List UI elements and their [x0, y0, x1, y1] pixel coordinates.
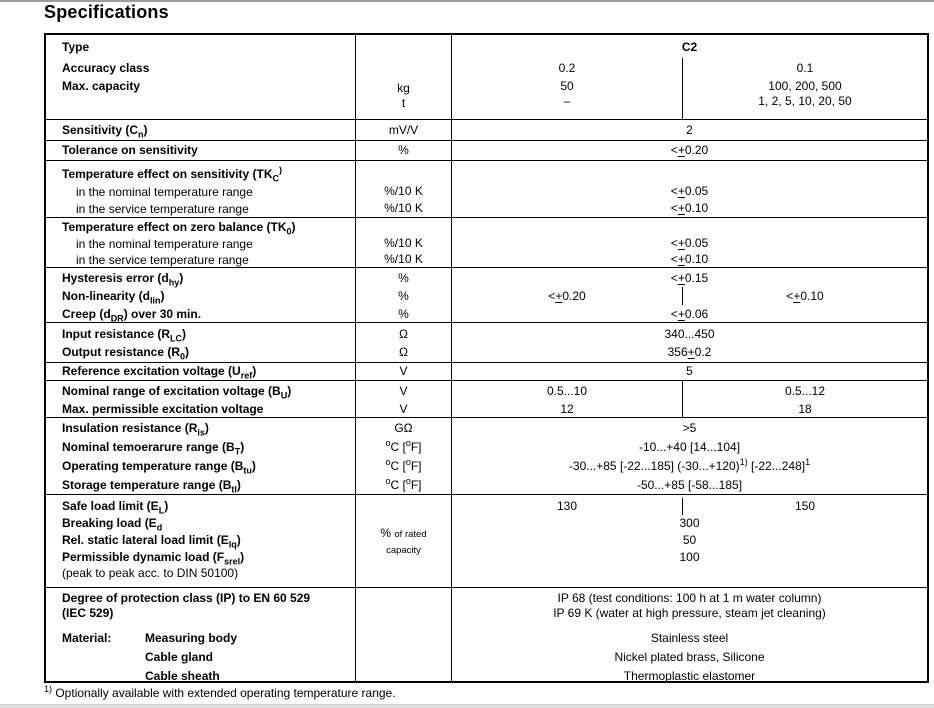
value-cable-sheath: Thermoplastic elastomer	[623, 669, 756, 683]
value-reference-excitation: 5	[686, 364, 693, 378]
value-column	[452, 268, 927, 322]
value-spacer	[452, 219, 927, 235]
value-tolerance: <+0.20	[670, 143, 709, 157]
value-spacer	[452, 164, 927, 183]
value-column	[452, 495, 927, 587]
value-accuracy-02: 0.2	[558, 61, 576, 75]
row-label-tk0: Temperature effect on zero balance $(TK_0)$	[62, 220, 296, 237]
section-tk-sensitivity	[46, 160, 927, 217]
row-label-peak-to-peak: (peak to peak acc. to DIN 50100)	[62, 566, 239, 580]
unit-v-2: V	[399, 402, 408, 416]
value-tkc-nominal: <+0.05	[670, 184, 709, 198]
section-excitation-range	[46, 380, 927, 417]
footnote: $^{1)}$ Optionally available with extended operating temperature range.	[44, 684, 396, 700]
value-column	[452, 363, 927, 380]
value-split	[452, 58, 927, 119]
row-label-dynamic-load: Permissible dynamic load $(F_{srel})$	[62, 550, 245, 567]
row-label-type: Type	[62, 40, 90, 54]
unit-t: t	[401, 96, 406, 110]
material-measuring-body: Measuring body	[145, 631, 238, 645]
row-label-tolerance: Tolerance on sensitivity	[62, 143, 198, 157]
value-column	[452, 161, 927, 217]
value-capacity-t-01: 1, 2, 5, 10, 20, 50	[758, 94, 852, 108]
row-label-nominal-range: in the nominal temperature range	[76, 185, 253, 199]
value-storage-temp: -50...+85 [-58...185]	[636, 478, 743, 492]
unit-percent-rated-2: capacity	[386, 545, 421, 556]
unit-percent-rated-1: % of rated	[380, 526, 427, 540]
row-label-breaking-load: Breaking load ($E_d$	[62, 516, 163, 533]
section-resistance	[46, 322, 927, 362]
value-nonlinearity-01: <+0.10	[682, 287, 927, 305]
row-label-nonlinearity: Non-linearity $(d_{lin})$	[62, 289, 165, 306]
row-label-operating-temp: Operating temperature range $(B_{tu})$	[62, 459, 256, 476]
value-dynamic-load: 100	[679, 550, 700, 564]
unit-degc-3: $^o$C [$^o$F]	[385, 476, 422, 492]
unit-column	[355, 268, 452, 322]
value-split	[452, 381, 927, 418]
material-word: Material:	[62, 631, 112, 645]
section-sensitivity	[46, 119, 927, 140]
label-column	[46, 588, 355, 681]
value-ip68: IP 68 (test conditions: 100 h at 1 m water column)	[557, 591, 822, 605]
value-max-excitation-01: 18	[798, 402, 812, 416]
page-title: Specifications	[44, 2, 169, 22]
unit-percent: %	[398, 143, 409, 157]
value-column	[452, 218, 927, 267]
value-ip69k: IP 69 K (water at high pressure, steam jet cleaning)	[553, 606, 826, 620]
cable-gland-label: Cable gland	[145, 650, 214, 664]
page-bottom-rule	[0, 704, 934, 708]
value-breaking-load: 300	[679, 516, 700, 530]
unit-column	[355, 588, 452, 681]
section-reference-excitation	[46, 362, 927, 380]
value-hysteresis: <+0.15	[670, 271, 709, 285]
row-label-creep: Creep $(d_{DR})$ over 30 min.	[62, 307, 202, 324]
value-sensitivity: 2	[686, 123, 693, 137]
unit-per10k-1: %/10 K	[384, 184, 423, 198]
unit-gohm: GΩ	[394, 421, 413, 435]
row-label-service-range: in the service temperature range	[76, 253, 249, 267]
section-tk-zero-balance	[46, 217, 927, 267]
value-capacity-kg-01: 100, 200, 500	[768, 79, 842, 93]
row-label-safe-load: Safe load limit $(E_L)$	[62, 499, 169, 516]
unit-percent-2: %	[398, 289, 409, 303]
material-indent	[62, 667, 145, 686]
row-label-iec: (IEC 529)	[62, 606, 114, 620]
unit-column	[355, 495, 452, 587]
specifications-table	[44, 33, 929, 683]
unit-degc-1: $^o$C [$^o$F]	[385, 438, 422, 454]
label-column	[46, 418, 355, 494]
unit-percent-3: %	[398, 307, 409, 321]
value-tkc-service: <+0.10	[670, 201, 709, 215]
row-label-service-range: in the service temperature range	[76, 202, 249, 216]
unit-column	[355, 218, 452, 267]
value-safe-load-02: 130	[556, 499, 578, 513]
label-column	[46, 495, 355, 587]
row-label-hysteresis: Hysteresis error $(d_{hy})$	[62, 271, 184, 288]
value-measuring-body: Stainless steel	[650, 631, 729, 645]
unit-per10k-2: %/10 K	[384, 201, 423, 215]
value-input-resistance: 340...450	[664, 327, 715, 341]
label-column	[46, 120, 355, 140]
unit-column	[355, 35, 452, 119]
row-label-max-excitation: Max. permissible excitation voltage	[62, 402, 264, 416]
value-accuracy-01: 0.1	[796, 61, 814, 75]
unit-percent-1: %	[398, 271, 409, 285]
value-nominal-temp: -10...+40 [14...104]	[638, 440, 741, 454]
unit-per10k-2: %/10 K	[384, 252, 423, 266]
unit-column	[355, 418, 452, 494]
section-hysteresis	[46, 267, 927, 322]
label-column	[46, 161, 355, 217]
label-column	[46, 363, 355, 380]
row-label-accuracy-class: Accuracy class	[62, 61, 150, 75]
value-tk0-service: <+0.10	[670, 252, 709, 266]
value-column	[452, 120, 927, 140]
value-cable-gland: Nickel plated brass, Silicone	[614, 650, 765, 664]
value-column	[452, 35, 927, 119]
value-nominal-excitation-02: 0.5...10	[546, 384, 588, 398]
section-type-capacity	[46, 35, 927, 119]
label-column	[46, 323, 355, 362]
value-split	[452, 498, 927, 515]
label-column	[46, 381, 355, 417]
row-label-nominal-excitation: Nominal range of excitation voltage $(B_U)$	[62, 384, 292, 401]
value-col-01	[682, 381, 927, 418]
value-capacity-t-02: –	[563, 94, 571, 108]
value-max-excitation-02: 12	[560, 402, 574, 416]
label-column	[46, 218, 355, 267]
unit-kg: kg	[397, 81, 410, 95]
unit-v: V	[399, 364, 408, 378]
row-label-insulation: Insulation resistance $(R_{is})$	[62, 421, 209, 438]
row-label-reference-excitation: Reference excitation voltage $(U_{ref})$	[62, 364, 257, 381]
row-label-nominal-range: in the nominal temperature range	[76, 237, 253, 251]
unit-column	[355, 363, 452, 380]
unit-column	[355, 323, 452, 362]
row-label-sensitivity: Sensitivity $(C_n)$	[62, 123, 148, 140]
label-column	[46, 35, 355, 119]
value-column	[452, 381, 927, 417]
value-col-01	[682, 58, 927, 119]
section-load-limits	[46, 494, 927, 587]
value-tk0-nominal: <+0.05	[670, 236, 709, 250]
section-insulation-temperature	[46, 417, 927, 494]
value-column	[452, 418, 927, 494]
section-tolerance	[46, 140, 927, 160]
value-output-resistance: 356+0.2	[667, 345, 712, 359]
row-label-tkc: Temperature effect on sensitivity ($TK_C^)$	[62, 165, 282, 184]
row-label-material	[62, 629, 355, 648]
row-label-nominal-temp: Nominal temoerarure range $(B_T)$	[62, 440, 245, 457]
label-column	[46, 268, 355, 322]
unit-column	[355, 141, 452, 160]
row-label-storage-temp: Storage temperature range $(B_{tl})$	[62, 478, 241, 495]
unit-mvv: mV/V	[388, 123, 419, 137]
row-label-input-resistance: Input resistance $(R_{LC})$	[62, 327, 187, 344]
value-col-02	[452, 58, 682, 119]
label-column	[46, 141, 355, 160]
value-split	[452, 287, 927, 305]
value-capacity-kg-02: 50	[560, 79, 574, 93]
value-nonlinearity-02: <+0.20	[548, 289, 586, 303]
row-label-cable-sheath	[62, 667, 355, 686]
value-insulation: >5	[682, 421, 697, 435]
row-label-max-capacity: Max. capacity	[62, 79, 141, 93]
unit-per10k-1: %/10 K	[384, 236, 423, 250]
row-label-lateral-load: Rel. static lateral load limit $(E_{lq})$	[62, 533, 241, 550]
value-column	[452, 141, 927, 160]
value-type-class: C2	[681, 40, 698, 54]
value-safe-load-01: 150	[682, 498, 927, 515]
value-operating-temp: -30...+85 [-22...185] $(-30...+120)^{1)}$ $[-22...248]^1$	[568, 457, 811, 473]
value-column	[452, 588, 927, 681]
value-lateral-load: 50	[682, 533, 697, 547]
cable-sheath-label: Cable sheath	[145, 669, 220, 683]
section-protection-materials	[46, 587, 927, 681]
row-label-cable-gland	[62, 648, 355, 667]
value-column	[452, 323, 927, 362]
unit-column	[355, 120, 452, 140]
unit-degc-2: $^o$C [$^o$F]	[385, 457, 422, 473]
row-label-output-resistance: Output resistance $(R_0)$	[62, 345, 190, 362]
unit-column	[355, 161, 452, 217]
value-nominal-excitation-01: 0.5...12	[784, 384, 826, 398]
value-creep: <+0.06	[670, 307, 709, 321]
unit-ohm-1: Ω	[399, 327, 408, 341]
material-indent	[62, 648, 145, 667]
row-label-protection-class: Degree of protection class (IP) to EN 60 529	[62, 591, 311, 605]
unit-ohm-2: Ω	[399, 345, 408, 359]
unit-column	[355, 381, 452, 417]
value-col-02	[452, 381, 682, 418]
unit-v-1: V	[399, 384, 408, 398]
